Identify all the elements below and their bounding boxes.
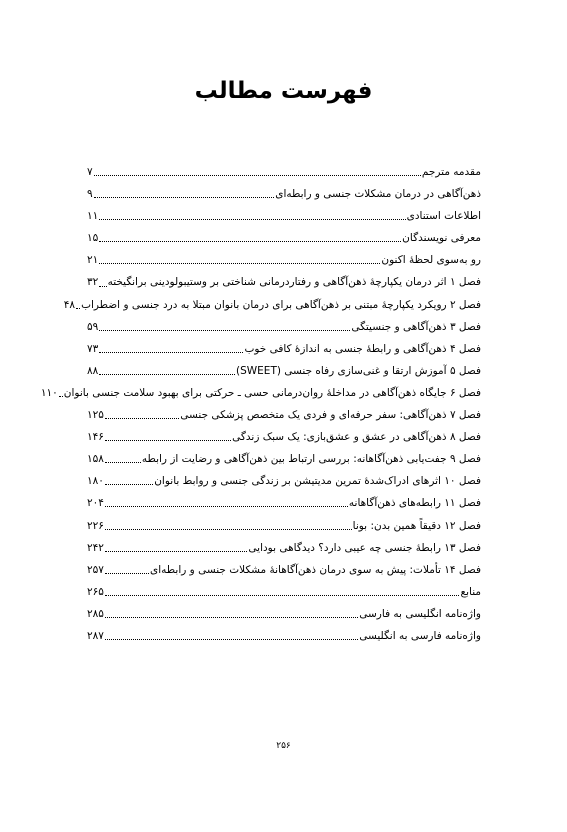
toc-entry	[87, 271, 481, 293]
dot-leader	[99, 329, 350, 331]
toc-entry	[87, 338, 481, 360]
dot-leader	[105, 638, 358, 640]
toc-entry-title: فصل ۲ رویکرد یکپارچهٔ مبتنی بر ذهن‌آگاهی برای درمان بانوان مبتلا به درد جنسی و اضطراب	[81, 298, 481, 311]
toc-entry-page: ۲۸۵	[87, 607, 104, 620]
toc-entry-title: فصل ۵ آموزش ارتقا و غنی‌سازی رفاه جنسی (SWEET)	[236, 364, 481, 377]
toc-entry-title: فصل ۱۳ رابطهٔ جنسی چه عیبی دارد؟ دیدگاهی بودایی	[248, 541, 481, 554]
toc-entry	[87, 559, 481, 581]
toc-entry	[87, 470, 481, 492]
toc-entry-title: واژه‌نامه فارسی به انگلیسی	[359, 629, 481, 642]
toc-entry	[87, 183, 481, 205]
toc-entry	[87, 581, 481, 603]
table-of-contents	[40, 161, 481, 647]
toc-entry-page: ۲۰۴	[87, 497, 104, 510]
dot-leader	[99, 218, 405, 220]
toc-entry	[87, 603, 481, 625]
toc-entry-page: ۷	[87, 166, 93, 178]
toc-entry	[87, 404, 481, 426]
toc-entry-page: ۲۸۷	[87, 629, 104, 642]
dot-leader	[99, 351, 243, 353]
toc-entry-title: واژه‌نامه انگلیسی به فارسی	[359, 607, 481, 620]
dot-leader	[105, 505, 348, 507]
dot-leader	[99, 240, 401, 242]
dot-leader	[94, 174, 421, 176]
dot-leader	[94, 196, 275, 198]
dot-leader	[105, 616, 358, 618]
dot-leader	[105, 550, 247, 552]
dot-leader	[76, 307, 80, 309]
toc-entry-title: فصل ۶ جایگاه ذهن‌آگاهی در مداخلهٔ روان‌درمانی حسی ـ حرکتی برای بهبود سلامت جنسی بانوان	[63, 386, 481, 399]
toc-entry-title: فصل ۱۰ اثرهای ادراک‌شدهٔ تمرین مدیتیشن بر زندگی جنسی و روابط بانوان	[154, 475, 481, 488]
toc-entry-page: ۱۲۵	[87, 409, 104, 422]
toc-entry	[87, 625, 481, 647]
toc-entry	[87, 316, 481, 338]
dot-leader	[105, 594, 460, 596]
dot-leader	[59, 395, 63, 397]
toc-entry-title: فصل ۸ ذهن‌آگاهی در عشق و عشق‌بازی: یک سبک زندگی	[232, 431, 481, 444]
toc-entry-page: ۲۴۲	[87, 541, 104, 554]
dot-leader	[99, 373, 235, 375]
toc-entry-page: ۳۲	[87, 276, 99, 289]
toc-entry	[87, 360, 481, 382]
toc-entry-title: فصل ۴ ذهن‌آگاهی و رابطهٔ جنسی به اندازهٔ کافی خوب	[244, 342, 481, 355]
toc-entry-page: ۵۹	[87, 320, 99, 333]
toc-entry-page: ۴۸	[63, 298, 76, 311]
toc-entry-page: ۲۵۷	[87, 563, 104, 576]
toc-entry-page: ۱۵۸	[87, 453, 104, 466]
toc-entry-page: ۲۱	[87, 254, 99, 267]
toc-entry-title: فصل ۱۲ دقیقاً همین بدن: بونا	[352, 519, 481, 532]
toc-entry	[87, 448, 481, 470]
dot-leader	[99, 285, 106, 287]
toc-entry-title: مقدمه مترجم	[421, 166, 481, 178]
toc-entry	[87, 537, 481, 559]
toc-entry-title: فصل ۷ ذهن‌آگاهی: سفر حرفه‌ای و فردی یک متخصص پزشکی جنسی	[180, 409, 481, 422]
toc-entry	[87, 492, 481, 514]
toc-entry-page: ۱۱۰	[40, 386, 58, 399]
toc-entry-page: ۷۳	[87, 342, 99, 355]
toc-entry-title: ذهن‌آگاهی در درمان مشکلات جنسی و رابطه‌ای	[275, 188, 481, 201]
toc-entry-page: ۲۶۵	[87, 585, 104, 598]
toc-entry-title: فصل ۱ اثر درمان یکپارچهٔ ذهن‌آگاهی و رفتاردرمانی شناختی بر وستیبولودینی برانگیخته	[107, 276, 481, 289]
toc-entry-title: رو به‌سوی لحظهٔ اکنون	[381, 254, 481, 267]
toc-entry	[87, 426, 481, 448]
toc-entry	[87, 161, 481, 183]
dot-leader	[99, 262, 380, 264]
toc-entry-title: معرفی نویسندگان	[402, 232, 481, 245]
toc-entry-page: ۲۲۶	[87, 519, 104, 532]
toc-entry-title: اطلاعات استنادی	[406, 210, 481, 223]
toc-entry	[87, 227, 481, 249]
dot-leader	[105, 439, 231, 441]
toc-entry-title: فصل ۳ ذهن‌آگاهی و جنسیتگی	[351, 320, 481, 333]
toc-entry-page: ۱۵	[87, 232, 99, 245]
toc-entry-page: ۹	[87, 188, 93, 201]
toc-entry	[40, 382, 481, 404]
toc-entry	[63, 294, 481, 316]
dot-leader	[105, 483, 153, 485]
toc-entry	[87, 515, 481, 537]
toc-entry-page: ۸۸	[87, 364, 99, 377]
toc-entry-page: ۱۸۰	[87, 475, 104, 488]
dot-leader	[105, 572, 149, 574]
toc-entry	[87, 249, 481, 271]
toc-entry-title: فصل ۹ جفت‌یابی ذهن‌آگاهانه: بررسی ارتباط بین ذهن‌آگاهی و رضایت از رابطه	[141, 453, 481, 466]
toc-entry	[87, 205, 481, 227]
toc-entry-title: فصل ۱۴ تأملات: پیش به سوی درمان ذهن‌آگاهانهٔ مشکلات جنسی و رابطه‌ای	[150, 563, 481, 576]
dot-leader	[105, 461, 141, 463]
toc-entry-title: منابع	[460, 585, 481, 598]
dot-leader	[105, 528, 352, 530]
toc-entry-title: فصل ۱۱ رابطه‌های ذهن‌آگاهانه	[348, 497, 481, 510]
dot-leader	[105, 417, 179, 419]
toc-entry-page: ۱۴۶	[87, 431, 104, 444]
page-title: فهرست مطالب	[194, 78, 373, 104]
page-number: ۲۵۶	[276, 741, 291, 751]
toc-entry-page: ۱۱	[87, 210, 99, 223]
